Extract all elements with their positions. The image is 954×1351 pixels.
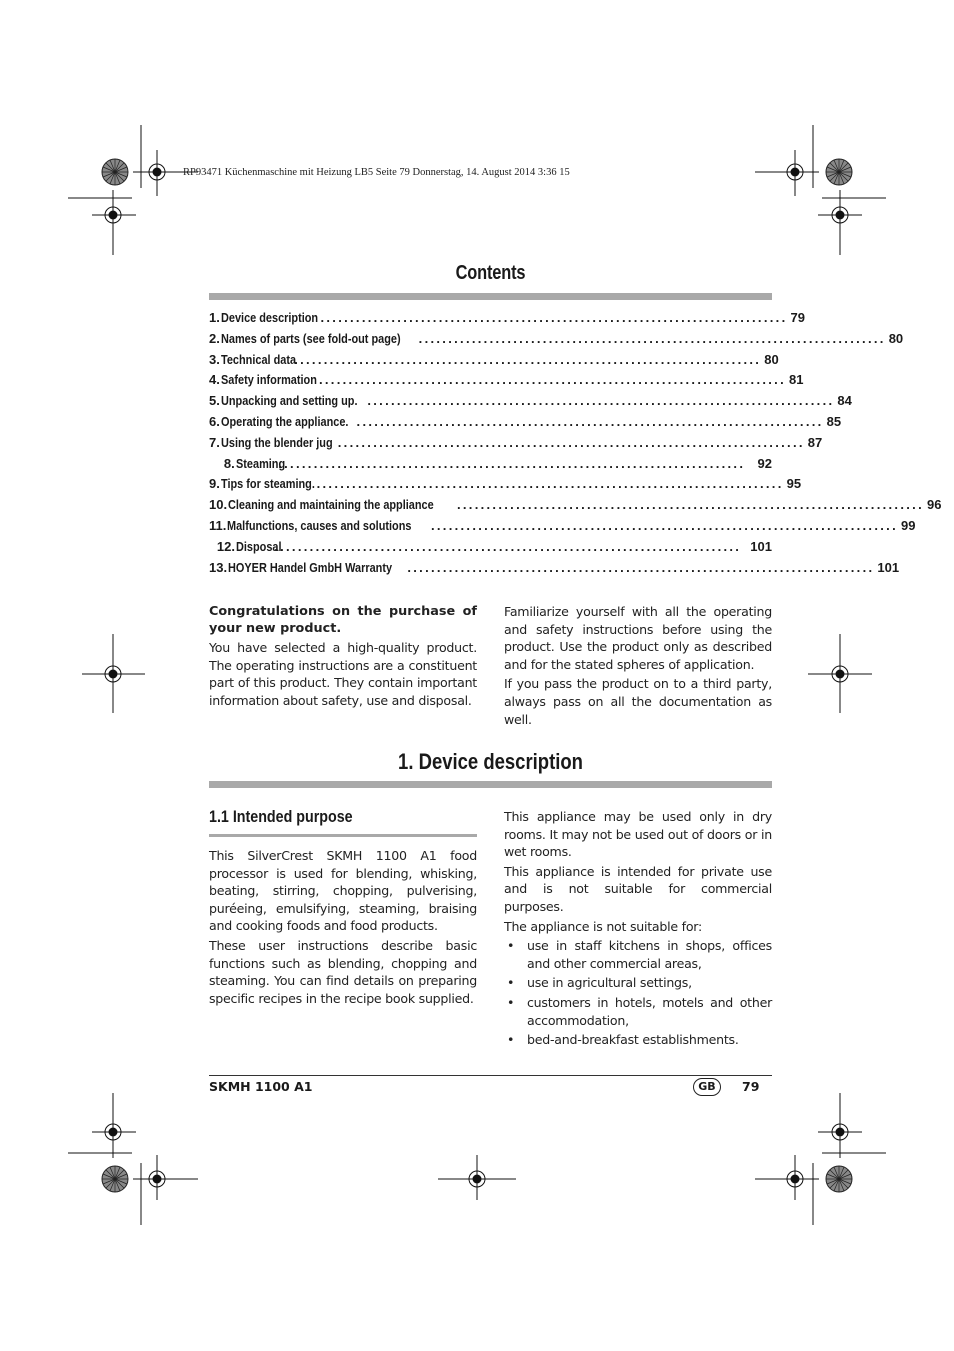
list-item: • use in staff kitchens in shops, offices and other commercial areas,	[504, 937, 772, 972]
body-paragraph: This SilverCrest SKMH 1100 A1 food processor is used for blending, whisking, beating, stirring, chopping, pulverising, puréeing, emulsifying, steaming, braising and cooking foods and food products.	[209, 848, 477, 934]
language-badge: GB	[693, 1078, 721, 1096]
page-number: 79	[742, 1079, 760, 1094]
toc-item[interactable]: 11. Malfunctions, causes and solutions ............................................................................... 99	[209, 517, 916, 533]
toc-item[interactable]: 2. Names of parts (see fold-out page) ............................................................................... 80	[209, 330, 904, 346]
subsection-title: 1.1 Intended purpose	[209, 807, 353, 826]
intro-paragraph: If you pass the product on to a third party, always pass on all the documentation as well.	[504, 676, 772, 727]
subsection-rule	[209, 834, 477, 837]
contents-rule	[209, 293, 772, 300]
body-paragraph: This appliance may be used only in dry rooms. It may not be used out of doors or in wet rooms.	[504, 809, 772, 860]
toc-item[interactable]: 7. Using the blender jug ............................................................................... 87	[209, 434, 823, 450]
intro-left-column	[209, 603, 477, 711]
body-paragraph: The appliance is not suitable for:	[504, 918, 702, 934]
toc-item[interactable]: 12. Disposal ............................................................................... 101	[216, 538, 772, 554]
print-slug: RP93471 Küchenmaschine mit Heizung LB5 Seite 79 Donnerstag, 14. August 2014 3:36 15	[183, 167, 570, 178]
toc-item[interactable]: 4. Safety information ............................................................................... 81	[209, 372, 804, 388]
toc-item[interactable]: 13. HOYER Handel GmbH Warranty ............................................................................... 101	[209, 559, 900, 575]
footer-rule	[209, 1075, 772, 1076]
intro-heading: Congratulations on the purchase of your new product.	[209, 604, 477, 636]
intro-paragraph: You have selected a high-quality product. The operating instructions are a constituent part of this product. They contain important information about safety, use and disposal.	[209, 640, 477, 708]
footer-model: SKMH 1100 A1	[209, 1079, 313, 1094]
section-left-column	[209, 847, 477, 1009]
toc-item[interactable]: 1. Device description ............................................................................... 79	[209, 310, 805, 325]
section-right-column	[504, 808, 772, 1051]
section-title: 1. Device description	[398, 749, 583, 774]
list-item: • use in agricultural settings,	[504, 974, 772, 992]
toc-item[interactable]: 10. Cleaning and maintaining the appliance ............................................................................... 96	[209, 497, 942, 513]
toc-item[interactable]: 8. Steaming ............................................................................... 92	[223, 455, 772, 471]
body-paragraph: This appliance is intended for private use and is not suitable for commercial purposes.	[504, 863, 772, 914]
contents-title: Contents	[455, 262, 526, 284]
list-item: • customers in hotels, motels and other accommodation,	[504, 994, 772, 1029]
table-of-contents	[209, 310, 942, 580]
toc-item[interactable]: 6. Operating the appliance. ............................................................................... 85	[209, 413, 842, 429]
not-suitable-list	[504, 937, 772, 1049]
intro-right-column	[504, 603, 772, 730]
intro-paragraph: Familiarize yourself with all the operating and safety instructions before using the product. Use the product only as described and for the stated spheres of application.	[504, 604, 772, 672]
toc-item[interactable]: 9. Tips for steaming. ............................................................................... 95	[209, 476, 802, 492]
list-item: • bed-and-breakfast establishments.	[504, 1031, 772, 1049]
toc-item[interactable]: 3. Technical data ............................................................................... 80	[209, 351, 779, 367]
toc-item[interactable]: 5. Unpacking and setting up. ............................................................................... 84	[209, 393, 852, 409]
body-paragraph: These user instructions describe basic functions such as blending, chopping and steaming. You can find details on preparing specific recipes in the recipe book supplied.	[209, 937, 477, 1006]
section-rule	[209, 781, 772, 788]
